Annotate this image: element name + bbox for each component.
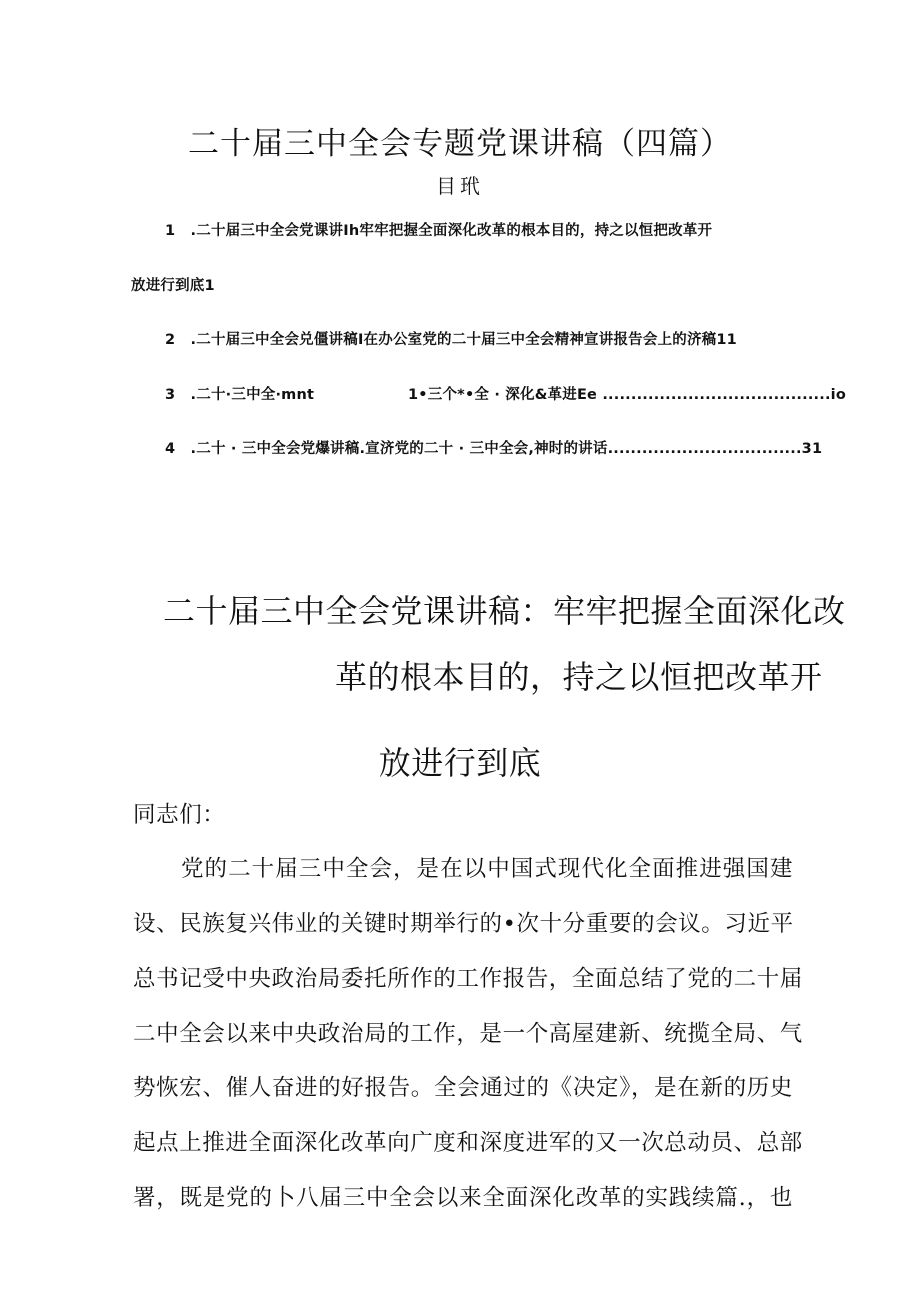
toc-heading: 目玳 (436, 174, 484, 198)
toc-item-number: 3 (165, 387, 176, 403)
paragraph-line: 设、民族复兴伟业的关键时期举行的•次十分重要的会议。习近平 (133, 911, 794, 937)
paragraph-line: 势恢宏、催人奋进的好报告。全会通过的《决定》，是在新的历史 (133, 1075, 793, 1101)
toc-item-1[interactable] (165, 219, 712, 240)
salutation: 同志们： (133, 802, 226, 828)
toc-item-number: 1 (165, 223, 176, 239)
paragraph-line: 署，既是党的卜八届三中全会以来全面深化改革的实践续篇.，也 (133, 1185, 793, 1211)
toc-item-3[interactable] (165, 383, 314, 404)
section-title-line-1: 二十届三中全会党课讲稿：牢牢把握全面深化改 (163, 592, 846, 630)
paragraph-line: 起点上推进全面深化改革向广度和深度进军的又一次总动员、总部 (133, 1130, 803, 1156)
toc-item-1-continuation[interactable]: 放进行到底1 (131, 278, 215, 294)
section-title-line-3: 放进行到底 (378, 744, 542, 782)
paragraph-line: 二中全会以来中央政治局的工作，是一个高屋建新、统揽全局、气 (133, 1021, 803, 1047)
toc-item-4[interactable] (165, 437, 822, 458)
toc-item-text: .二十届三中全会党课讲Ih牢牢把握全面深化改革的根本目的，持之以恒把改革开 (190, 223, 713, 239)
toc-item-text: .二十届三中全会兑僵讲稿I在办公室党的二十届三中全会精神宣讲报告会上的济稿11 (190, 332, 737, 348)
toc-item-text: .二十 · 三中全会党爆讲稿.宣济党的二十 · 三中全会,神时的讲话..................................31 (190, 441, 823, 457)
toc-item-3-text-right[interactable]: 1•三个*•全 · 深化&革进Ee ........................................io (408, 387, 847, 403)
toc-item-2[interactable] (165, 328, 737, 349)
toc-item-text-left: .二十·三中全·mnt (190, 387, 315, 403)
section-title-line-2: 革的根本目的，持之以恒把改革开 (335, 658, 823, 696)
toc-item-number: 4 (165, 441, 176, 457)
paragraph-line: 党的二十届三中全会，是在以中国式现代化全面推进强国建 (181, 856, 793, 882)
paragraph-line: 总书记受中央政治局委托所作的工作报告，全面总结了党的二十届 (133, 966, 803, 992)
document-title: 二十届三中全会专题党课讲稿（四篇） (188, 126, 732, 162)
toc-item-number: 2 (165, 332, 176, 348)
